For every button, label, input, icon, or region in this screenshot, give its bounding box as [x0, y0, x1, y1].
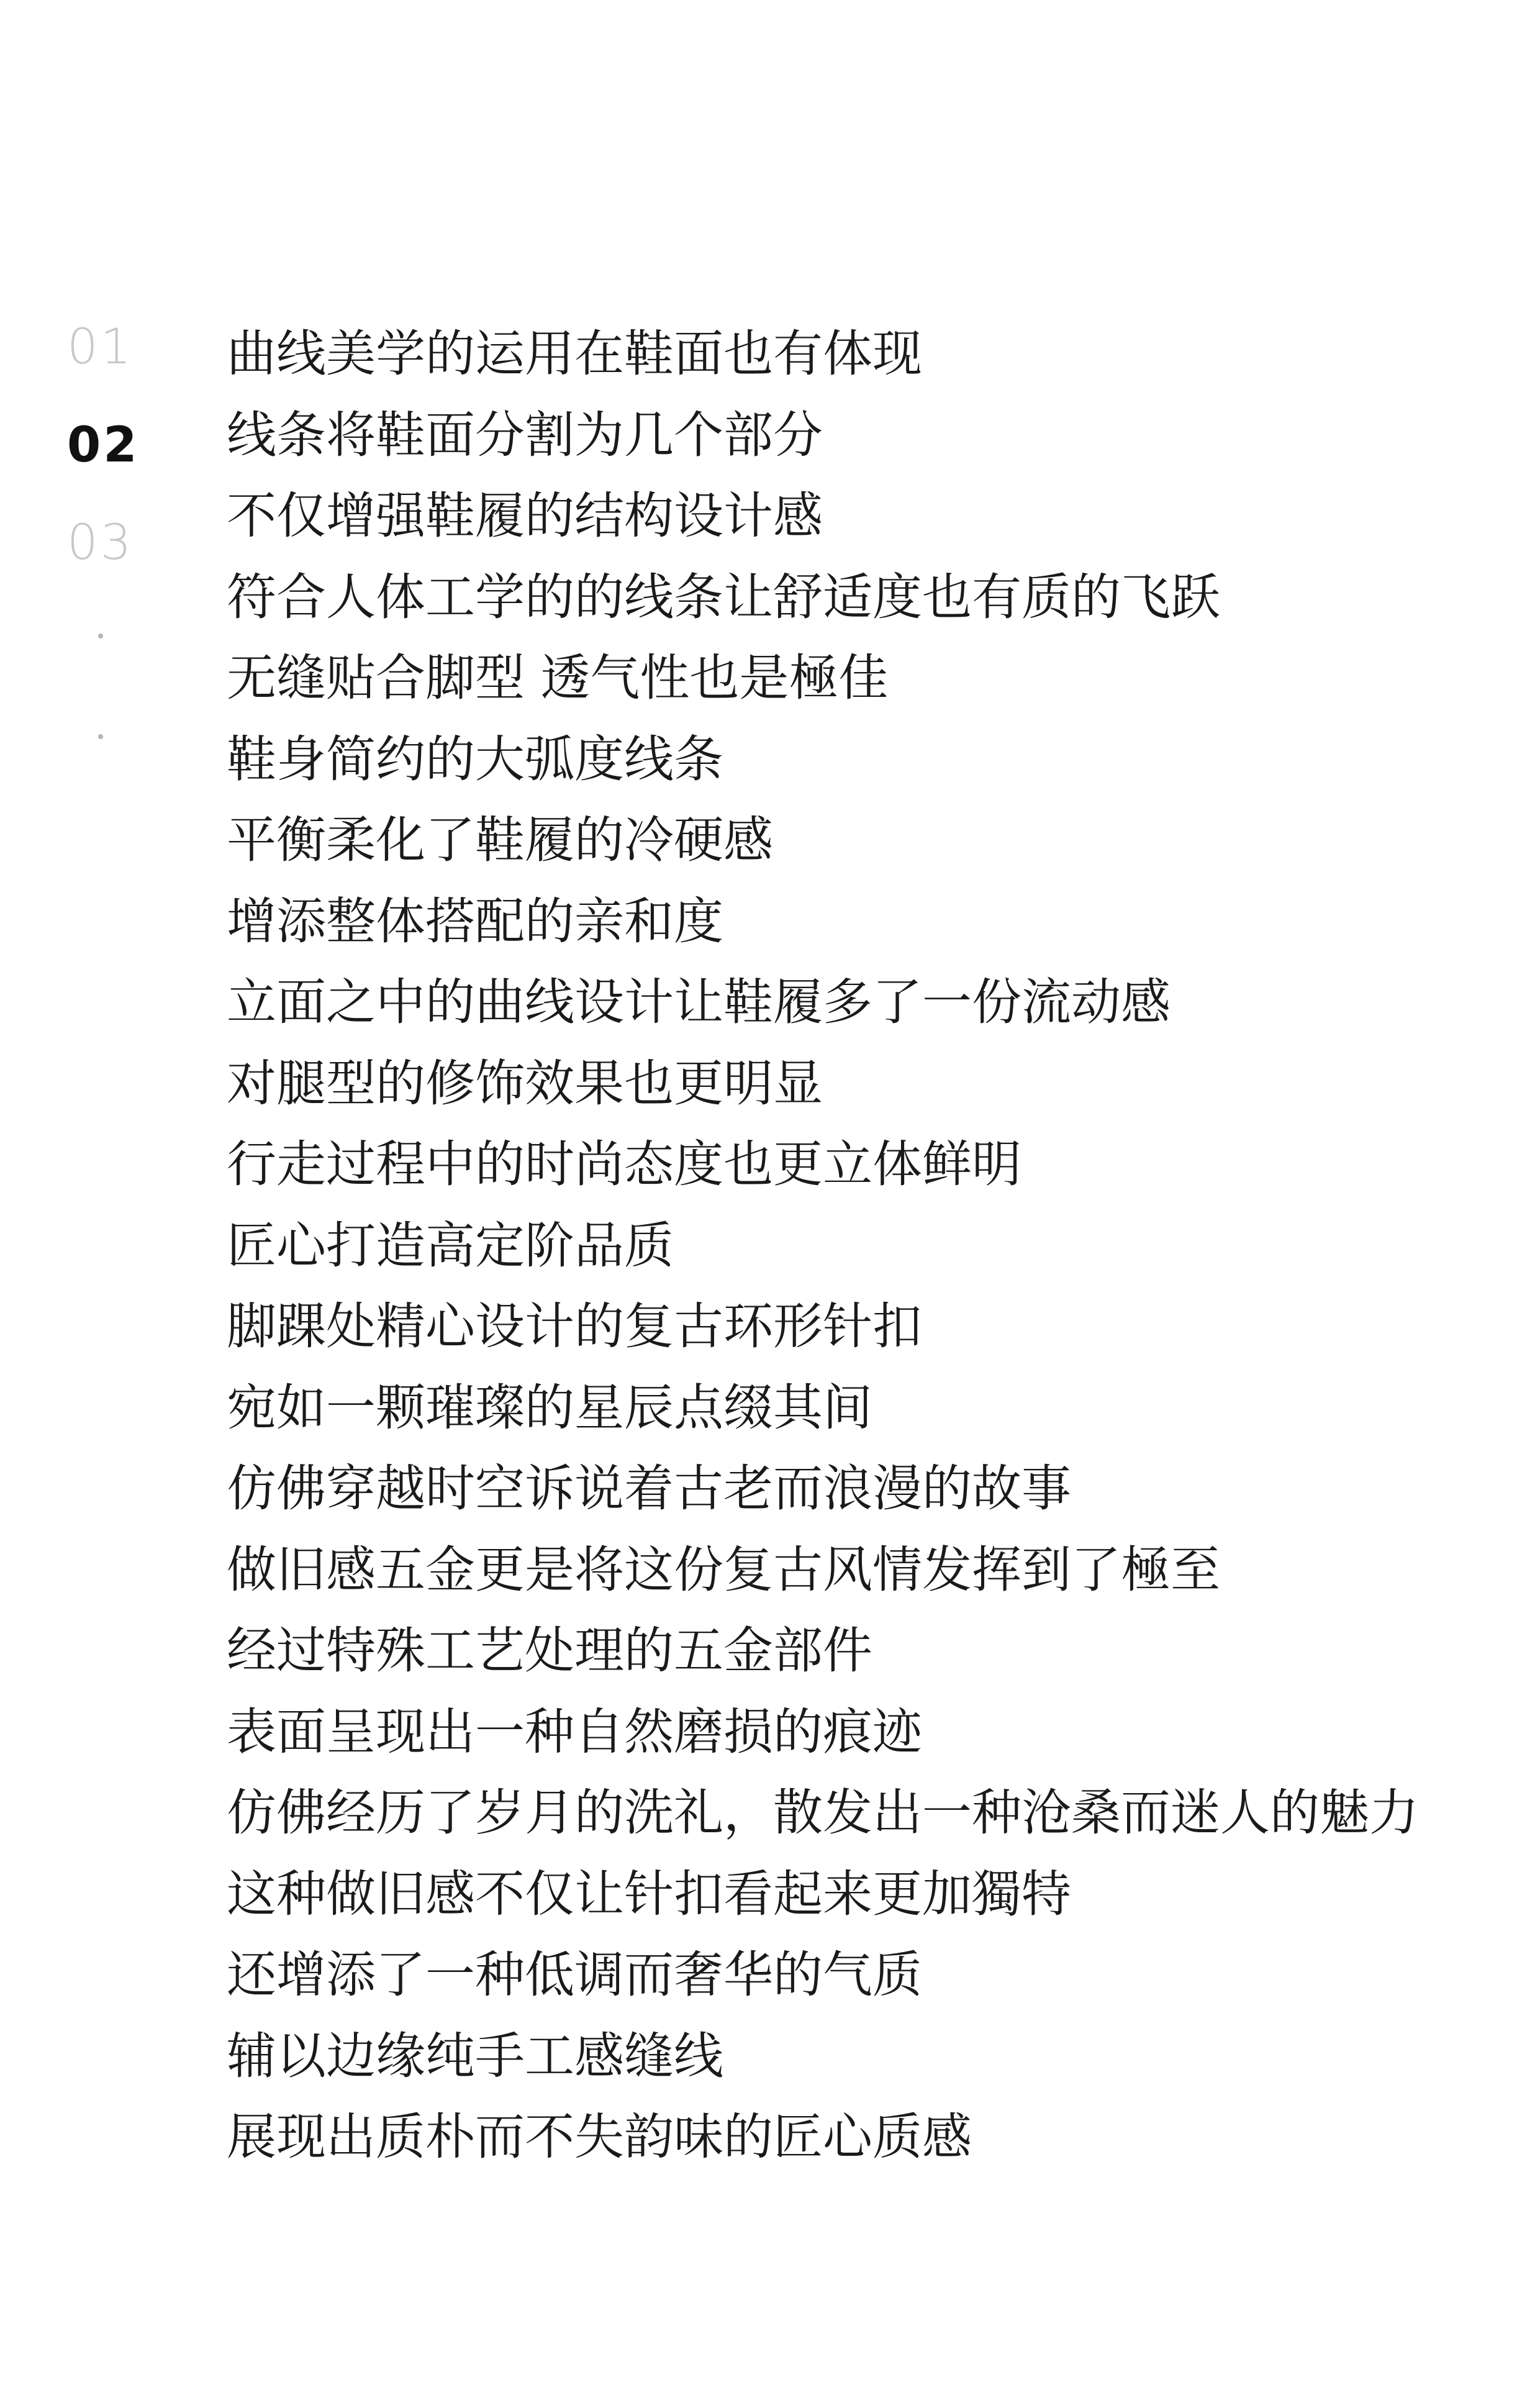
text-line: 立面之中的曲线设计让鞋履多了一份流动感 [227, 973, 1171, 1031]
text-line: 匠心打造高定阶品质 [227, 1216, 674, 1274]
pager-item-03[interactable]: 03 [67, 515, 134, 571]
text-line: 平衡柔化了鞋履的冷硬感 [227, 811, 773, 869]
text-line: 经过特殊工艺处理的五金部件 [227, 1622, 872, 1679]
text-line: 仿佛穿越时空诉说着古老而浪漫的故事 [227, 1460, 1071, 1517]
text-line: 仿佛经历了岁月的洗礼，散发出一种沧桑而迷人的魅力 [227, 1784, 1419, 1842]
text-line: 脚踝处精心设计的复古环形针扣 [227, 1297, 922, 1355]
text-line: 宛如一颗璀璨的星辰点缀其间 [227, 1378, 872, 1437]
text-line: 表面呈现出一种自然磨损的痕迹 [227, 1702, 922, 1761]
body-text [227, 314, 1506, 2178]
text-line: 无缝贴合脚型 透气性也是極佳 [227, 649, 889, 707]
text-line: 线条将鞋面分割为几个部分 [227, 406, 823, 464]
text-line: 展现出质朴而不失韵味的匠心质感 [227, 2108, 972, 2166]
text-line: 对腿型的修饰效果也更明显 [227, 1054, 823, 1112]
text-line: 曲线美学的运用在鞋面也有体现 [227, 325, 922, 383]
pager-item-02-active[interactable]: 02 [67, 417, 140, 473]
text-line: 行走过程中的时尚态度也更立体鲜明 [227, 1135, 1021, 1193]
pager-dot-icon [98, 734, 103, 739]
text-line: 这种做旧感不仅让针扣看起来更加獨特 [227, 1865, 1071, 1923]
text-line: 增添整体搭配的亲和度 [227, 892, 723, 950]
text-line: 做旧感五金更是将这份复古风情发挥到了極至 [227, 1540, 1220, 1599]
text-line: 鞋身简约的大弧度线条 [227, 730, 723, 788]
pager-dot-icon [98, 634, 103, 638]
text-line: 辅以边缘纯手工感缝线 [227, 2027, 723, 2085]
text-line: 还增添了一种低调而奢华的气质 [227, 1946, 922, 2004]
pager-item-01[interactable]: 01 [67, 319, 134, 375]
text-line: 不仅增强鞋履的结构设计感 [227, 487, 823, 545]
text-line: 符合人体工学的的线条让舒适度也有质的飞跃 [227, 568, 1220, 626]
